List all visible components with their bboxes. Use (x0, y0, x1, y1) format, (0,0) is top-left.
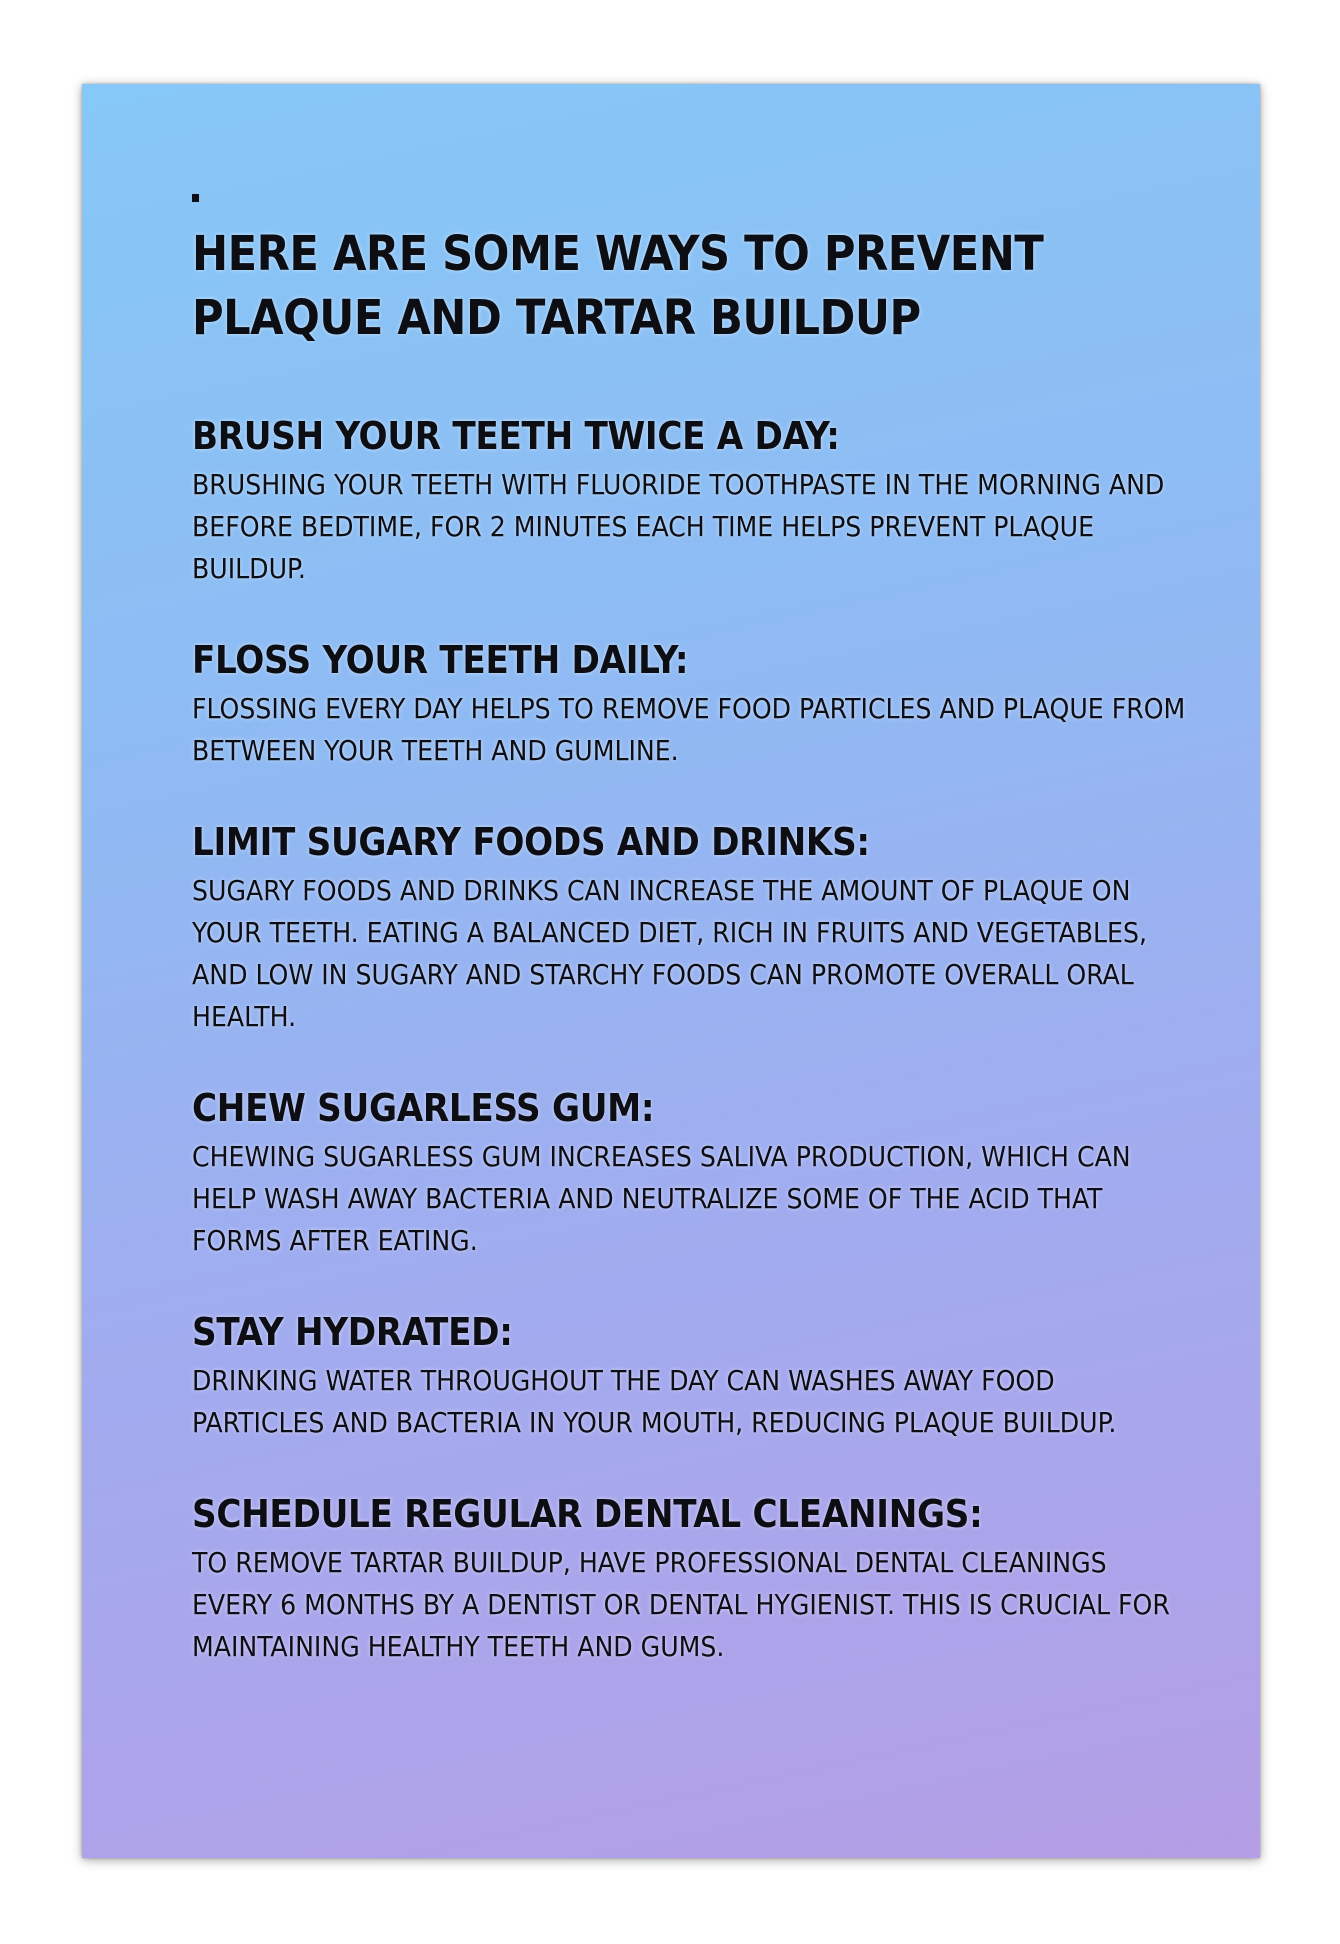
section-body: SUGARY FOODS AND DRINKS CAN INCREASE THE AMOUNT OF PLAQUE ON YOUR TEETH. EATING A BALANCED DIET, RICH IN FRUITS AND VEGETABLES, AND LOW IN SUGARY AND STARCHY FOODS CAN PROMOTE OVERALL ORAL HEALTH. (192, 874, 1147, 1033)
section-body: TO REMOVE TARTAR BUILDUP, HAVE PROFESSIONAL DENTAL CLEANINGS EVERY 6 MONTHS BY A DENTIST OR DENTAL HYGIENIST. THIS IS CRUCIAL FOR MAINTAINING HEALTHY TEETH AND GUMS. (192, 1546, 1170, 1663)
poster-card (82, 84, 1260, 1858)
section-floss (192, 636, 1192, 772)
section-hydrated (192, 1308, 1192, 1444)
section-heading: STAY HYDRATED: (192, 1310, 513, 1354)
poster-content (192, 194, 1192, 1714)
page-title: HERE ARE SOME WAYS TO PREVENT PLAQUE AND TARTAR BUILDUP (192, 226, 1044, 346)
section-chew-gum (192, 1084, 1192, 1262)
section-limit-sugar (192, 818, 1192, 1038)
section-heading: CHEW SUGARLESS GUM: (192, 1086, 655, 1130)
bullet-dot (192, 194, 199, 202)
section-body: BRUSHING YOUR TEETH WITH FLUORIDE TOOTHPASTE IN THE MORNING AND BEFORE BEDTIME, FOR 2 MINUTES EACH TIME HELPS PREVENT PLAQUE BUILDUP. (192, 468, 1165, 585)
section-heading: FLOSS YOUR TEETH DAILY: (192, 638, 689, 682)
section-heading: LIMIT SUGARY FOODS AND DRINKS: (192, 820, 870, 864)
section-heading: BRUSH YOUR TEETH TWICE A DAY: (192, 414, 840, 458)
section-brush (192, 412, 1192, 590)
section-dental-cleanings (192, 1490, 1192, 1668)
section-body: CHEWING SUGARLESS GUM INCREASES SALIVA PRODUCTION, WHICH CAN HELP WASH AWAY BACTERIA AND NEUTRALIZE SOME OF THE ACID THAT FORMS AFTER EATING. (192, 1140, 1131, 1257)
section-body: FLOSSING EVERY DAY HELPS TO REMOVE FOOD PARTICLES AND PLAQUE FROM BETWEEN YOUR TEETH AND GUMLINE. (192, 692, 1186, 767)
section-body: DRINKING WATER THROUGHOUT THE DAY CAN WASHES AWAY FOOD PARTICLES AND BACTERIA IN YOUR MOUTH, REDUCING PLAQUE BUILDUP. (192, 1364, 1117, 1439)
section-heading: SCHEDULE REGULAR DENTAL CLEANINGS: (192, 1492, 983, 1536)
